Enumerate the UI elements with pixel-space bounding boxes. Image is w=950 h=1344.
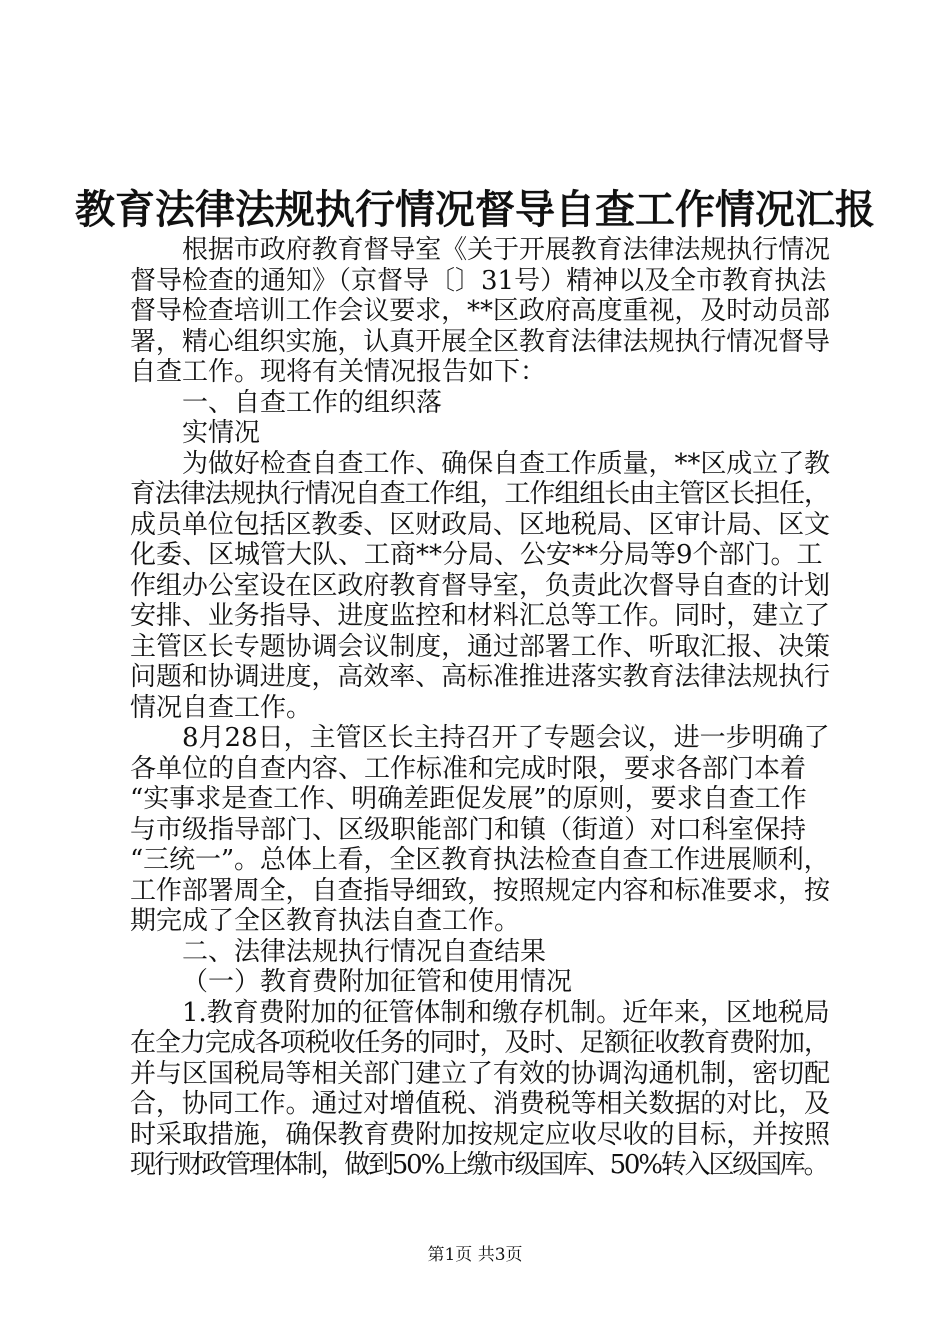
text-line: 安排、业务指导、进度监控和材料汇总等工作。同时，建立了 — [130, 601, 830, 631]
text-line: 合，协同工作。通过对增值税、消费税等相关数据的对比，及 — [130, 1089, 830, 1119]
text-line: （一）教育费附加征管和使用情况 — [182, 967, 573, 997]
text-line: 与市级指导部门、区级职能部门和镇（街道）对口科室保持 — [130, 814, 807, 845]
text-line: 署，精心组织实施，认真开展全区教育法律法规执行情况督导 — [130, 326, 830, 357]
text-line: 1.教育费附加的征管体制和缴存机制。近年来，区地税局 — [182, 997, 830, 1028]
text-line: 自查工作。现将有关情况报告如下： — [130, 357, 547, 387]
text-line: 8月28日，主管区长主持召开了专题会议，进一步明确了 — [182, 723, 830, 753]
text-line: 为做好检查自查工作、确保自查工作质量，**区成立了教 — [182, 448, 830, 479]
text-line: 二、法律法规执行情况自查结果 — [182, 936, 547, 967]
text-line: 问题和协调进度，高效率、高标准推进落实教育法律法规执行 — [130, 662, 830, 692]
text-line: “三统一”。总体上看，全区教育执法检查自查工作进展顺利， — [130, 845, 830, 875]
text-line: 育法律法规执行情况自查工作组，工作组组长由主管区长担任， — [130, 479, 829, 509]
text-line: 情况自查工作。 — [130, 692, 313, 723]
text-line: 并与区国税局等相关部门建立了有效的协调沟通机制，密切配 — [130, 1058, 830, 1089]
text-line: 在全力完成各项税收任务的同时，及时、足额征收教育费附加， — [130, 1028, 829, 1058]
text-line: 时采取措施，确保教育费附加按规定应收尽收的目标，并按照 — [130, 1119, 830, 1150]
text-line: 督导检查培训工作会议要求，**区政府高度重视，及时动员部 — [130, 296, 830, 326]
text-line: 实情况 — [182, 418, 261, 448]
text-line: 一、自查工作的组织落 — [182, 387, 443, 418]
text-line: 督导检查的通知》（京督导〔〕31号）精神以及全市教育执法 — [130, 265, 827, 296]
text-line: “实事求是查工作、明确差距促发展”的原则，要求自查工作 — [130, 784, 807, 814]
text-line: 各单位的自查内容、工作标准和完成时限，要求各部门本着 — [130, 753, 807, 784]
document-title: 教育法律法规执行情况督导自查工作情况汇报 — [75, 186, 875, 233]
text-line: 主管区长专题协调会议制度，通过部署工作、听取汇报、决策 — [130, 631, 830, 662]
document-body — [130, 235, 830, 1181]
text-line: 根据市政府教育督导室《关于开展教育法律法规执行情况 — [182, 235, 830, 265]
text-line: 现行财政管理体制，做到50%上缴市级国库、50%转入区级国库。 — [130, 1150, 828, 1180]
text-line: 工作部署周全，自查指导细致，按照规定内容和标准要求，按 — [130, 875, 830, 906]
text-line: 化委、区城管大队、工商**分局、公安**分局等9个部门。工 — [130, 540, 823, 570]
page-footer: 第1页 共3页 — [427, 1245, 523, 1265]
text-line: 成员单位包括区教委、区财政局、区地税局、区审计局、区文 — [130, 509, 830, 540]
text-line: 作组办公室设在区政府教育督导室，负责此次督导自查的计划 — [130, 570, 830, 601]
text-line: 期完成了全区教育执法自查工作。 — [130, 906, 521, 936]
